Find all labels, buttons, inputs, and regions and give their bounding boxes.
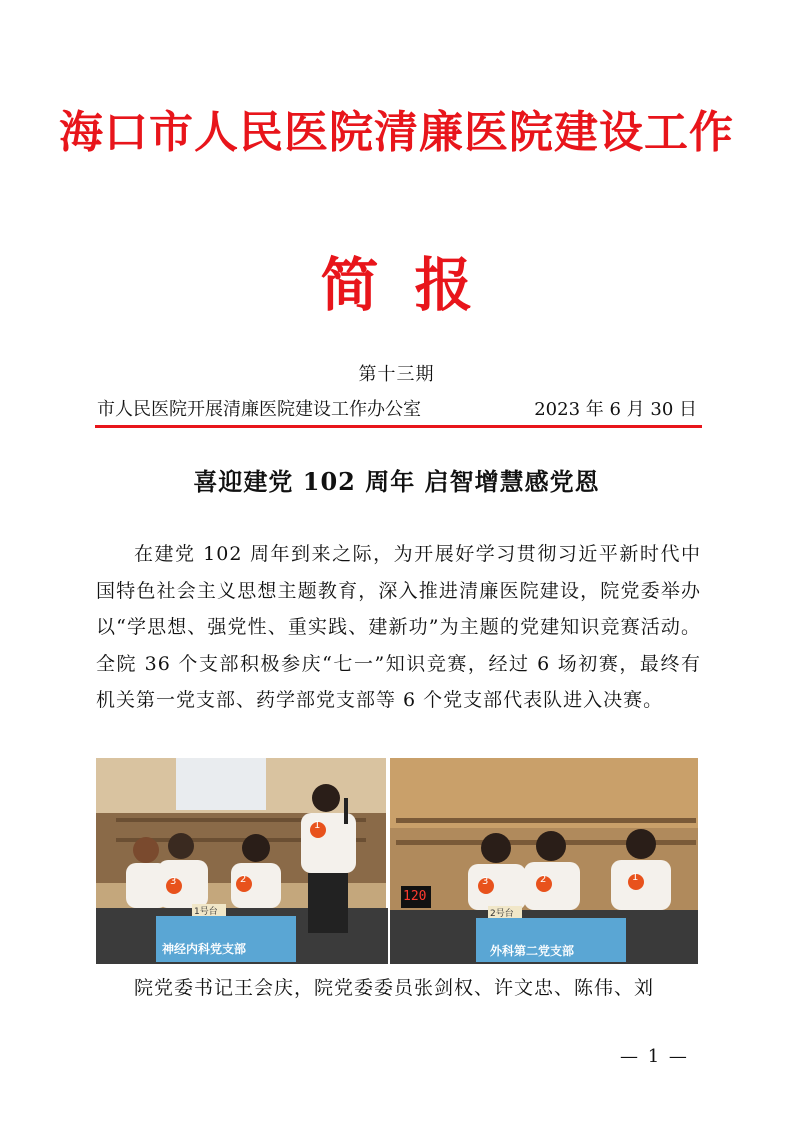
article-paragraph-2: 院党委书记王会庆，院党委委员张剑权、许文忠、陈伟、刘 <box>134 977 655 999</box>
badge-left-3: 1 <box>314 820 321 831</box>
issue-number: 第十三期 <box>358 364 435 385</box>
article-headline: 喜迎建党 102 周年 启智增慧感党恩 <box>193 467 600 496</box>
badge-right-1: 3 <box>482 876 489 887</box>
article-paragraph-1: 在建党 102 周年到来之际，为开展好学习贯彻习近平新时代中国特色社会主义思想主题教育，深入推进清廉医院建设，院党委举办以“学思想、强党性、重实践、建新功”为主题的党建知识竞赛活动。全院 36 个支部积极参庆“七一”知识竞赛，经过 6 场初赛，最终有机关第一党支部、药学部党支部等 6 个党支部代表队进入决赛。 <box>96 543 701 711</box>
desk-plate-right: 2号台 <box>490 909 514 919</box>
desk-plate-left: 1号台 <box>194 907 218 917</box>
badge-right-2: 2 <box>540 874 547 885</box>
badge-right-3: 1 <box>632 872 639 883</box>
sign-left: 神经内科党支部 <box>162 942 247 956</box>
publisher: 市人民医院开展清廉医院建设工作办公室 <box>97 399 421 420</box>
publish-date: 2023 年 6 月 30 日 <box>534 399 697 420</box>
masthead-title: 海口市人民医院清廉医院建设工作 <box>59 107 734 158</box>
publisher-line <box>97 395 697 421</box>
bulletin-title: 简报 <box>320 251 509 319</box>
contest-photo <box>96 758 698 964</box>
badge-left-2: 2 <box>240 874 247 885</box>
timer-display: 120 <box>403 889 427 904</box>
red-divider <box>95 425 702 428</box>
badge-left-1: 3 <box>170 876 177 887</box>
page-number: — 1 — <box>620 1046 689 1067</box>
sign-right: 外科第二党支部 <box>490 944 575 958</box>
